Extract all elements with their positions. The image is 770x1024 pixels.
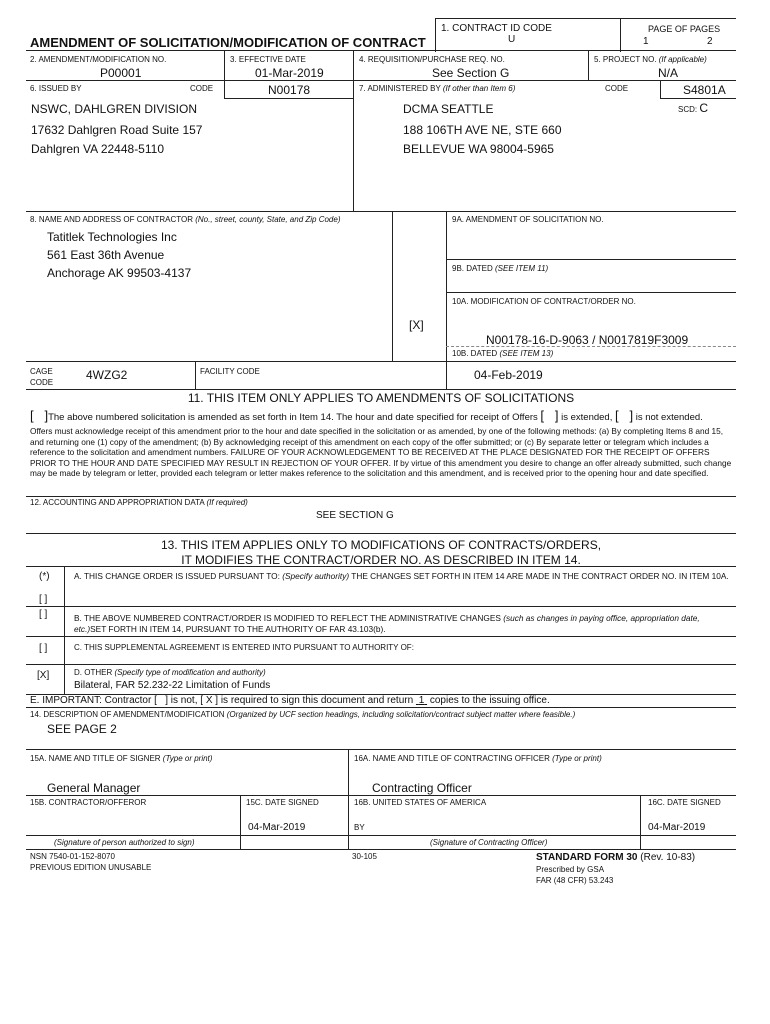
contracting-officer-label — [354, 754, 602, 763]
accounting-label — [30, 498, 248, 507]
item11-not-extended-checkbox[interactable]: [ ] — [615, 408, 634, 423]
rule — [240, 795, 241, 849]
facility-code-label: FACILITY CODE — [200, 367, 260, 376]
requisition-label: 4. REQUISITION/PURCHASE REQ. NO. — [359, 55, 505, 64]
scd-label-text: SCD: — [678, 105, 698, 114]
issuer-line: Dahlgren VA 22448-5110 — [31, 142, 164, 156]
rule — [353, 50, 354, 212]
scd-value: C — [699, 101, 709, 115]
contracting-officer-label-text: 16A. NAME AND TITLE OF CONTRACTING OFFICER — [354, 754, 550, 763]
rule — [26, 533, 736, 534]
accounting-value: SEE SECTION G — [316, 510, 394, 521]
rule — [446, 346, 736, 347]
contractor-label-text: 8. NAME AND ADDRESS OF CONTRACTOR — [30, 215, 193, 224]
rule — [435, 18, 436, 52]
standard-form-rev: (Rev. 10-83) — [640, 852, 696, 863]
item11-heading: 11. THIS ITEM ONLY APPLIES TO AMENDMENTS OF SOLICITATIONS — [187, 391, 575, 405]
item13d-text-main: D. OTHER — [74, 668, 113, 677]
mod-contract-label: 10A. MODIFICATION OF CONTRACT/ORDER NO. — [452, 297, 636, 306]
rule — [26, 749, 736, 750]
prescribed-by: Prescribed by GSA — [536, 865, 605, 874]
item13-heading-2: IT MODIFIES THE CONTRACT/ORDER NO. AS DESCRIBED IN ITEM 14. — [181, 553, 581, 567]
item13b-checkbox[interactable]: [ ] — [39, 609, 48, 620]
item13c-checkbox[interactable]: [ ] — [39, 643, 48, 654]
cage-label: CAGE — [30, 367, 53, 376]
admin-code-value: S4801A — [683, 83, 726, 97]
description-label-text: 14. DESCRIPTION OF AMENDMENT/MODIFICATION — [30, 710, 225, 719]
issuer-code-label: CODE — [190, 84, 214, 93]
page-number: 1 — [643, 36, 649, 47]
item13d-checkbox[interactable]: [X] — [37, 670, 50, 681]
administered-by-label — [359, 84, 515, 93]
rule — [588, 50, 589, 80]
item13d-text — [74, 668, 266, 677]
nsn: NSN 7540-01-152-8070 — [30, 852, 115, 861]
rule — [660, 80, 661, 98]
project-no-label — [594, 55, 707, 64]
dated-10b-label-text: 10B. DATED — [452, 349, 498, 358]
admin-code-label: CODE — [605, 84, 629, 93]
rule — [26, 361, 736, 362]
item13-heading-1: 13. THIS ITEM APPLIES ONLY TO MODIFICATIONS OF CONTRACTS/ORDERS, — [160, 538, 602, 552]
officer-date-label: 16C. DATE SIGNED — [648, 798, 721, 807]
amendment-no-value: P00001 — [100, 66, 142, 80]
item13b-text-main: B. THE ABOVE NUMBERED CONTRACT/ORDER IS MODIFIED TO REFLECT THE ADMINISTRATIVE CHANGES — [74, 613, 501, 623]
top-rule — [435, 18, 736, 19]
issuer-line: 17632 Dahlgren Road Suite 157 — [31, 123, 203, 137]
admin-line: DCMA SEATTLE — [403, 102, 494, 116]
standard-form — [536, 852, 695, 863]
contract-id-label: 1. CONTRACT ID CODE — [441, 23, 552, 34]
contractor-date-value: 04-Mar-2019 — [248, 822, 306, 833]
rule — [26, 664, 736, 665]
item13a-text — [74, 571, 734, 582]
amend-solicitation-label: 9A. AMENDMENT OF SOLICITATION NO. — [452, 215, 604, 224]
contractor-label — [30, 215, 341, 224]
signer-label-text: 15A. NAME AND TITLE OF SIGNER — [30, 754, 161, 763]
rule — [195, 361, 196, 389]
item13d-note: (Specify type of modification and authority) — [114, 668, 266, 677]
page-label: PAGE OF PAGES — [648, 24, 721, 34]
item13a-mark: (*) — [39, 571, 50, 582]
requisition-value: See Section G — [432, 66, 510, 80]
standard-form-title: STANDARD FORM 30 — [536, 852, 638, 863]
rule — [26, 211, 736, 212]
rule — [26, 80, 736, 81]
officer-date-value: 04-Mar-2019 — [648, 822, 706, 833]
cage-code-value: 4WZG2 — [86, 368, 128, 382]
description-label — [30, 710, 575, 719]
issued-by-label: 6. ISSUED BY — [30, 84, 82, 93]
rule — [26, 606, 736, 607]
scd-label — [678, 101, 708, 115]
important-text-c: ] is required to sign this document and return — [215, 695, 414, 706]
form-title: AMENDMENT OF SOLICITATION/MODIFICATION OF CONTRACT — [30, 35, 426, 50]
contractor-line: Anchorage AK 99503-4137 — [47, 266, 192, 280]
item13a-checkbox[interactable]: [ ] — [39, 594, 48, 605]
rule — [660, 98, 736, 99]
form-code: 30-105 — [352, 852, 377, 861]
item13a-text-2: THE CHANGES SET FORTH IN ITEM 14 ARE MADE IN THE CONTRACT ORDER NO. IN ITEM 10A. — [351, 571, 729, 581]
admin-line: 188 106TH AVE NE, STE 660 — [403, 123, 562, 137]
item13d-value: Bilateral, FAR 52.232-22 Limitation of Funds — [74, 680, 271, 691]
contracting-officer-note: (Type or print) — [552, 754, 602, 763]
contract-id-value: U — [508, 34, 516, 45]
issuer-code-value: N00178 — [268, 83, 311, 97]
rule — [620, 18, 621, 52]
accounting-label-text: 12. ACCOUNTING AND APPROPRIATION DATA — [30, 498, 205, 507]
item11-line — [30, 408, 703, 423]
contractor-date-label: 15C. DATE SIGNED — [246, 798, 319, 807]
far-reference: FAR (48 CFR) 53.243 — [536, 876, 614, 885]
signer-signature-note: (Signature of person authorized to sign) — [54, 838, 195, 847]
item13b-note: (such as changes in paying office, appropriation date, etc.) — [74, 613, 700, 634]
total-pages: 2 — [707, 36, 713, 47]
dated-10b-note: (SEE ITEM 13) — [499, 349, 554, 358]
amendment-no-label: 2. AMENDMENT/MODIFICATION NO. — [30, 55, 167, 64]
rule — [26, 389, 736, 390]
previous-edition: PREVIOUS EDITION UNUSABLE — [30, 863, 152, 872]
rule — [640, 795, 641, 849]
important-required-mark[interactable]: X — [205, 695, 213, 706]
dated-9b-label — [452, 264, 548, 273]
accounting-note: (If required) — [206, 498, 248, 507]
description-value: SEE PAGE 2 — [47, 722, 117, 736]
dated-9b-note: (SEE ITEM 11) — [494, 264, 549, 273]
mod-contract-checkbox[interactable]: [X] — [409, 318, 424, 332]
rule — [26, 636, 736, 637]
important-text-b: ] is not, [ — [165, 695, 204, 706]
important-text-a: E. IMPORTANT: Contractor [ — [30, 695, 157, 706]
mod-contract-value: N00178-16-D-9063 / N0017819F3009 — [486, 333, 689, 347]
contractor-line: Tatitlek Technologies Inc — [47, 230, 177, 244]
administered-by-note: (If other than Item 6) — [442, 84, 516, 93]
effective-date-label: 3. EFFECTIVE DATE — [230, 55, 306, 64]
issuer-line: NSWC, DAHLGREN DIVISION — [31, 102, 198, 116]
effective-date-value: 01-Mar-2019 — [255, 66, 324, 80]
rule — [348, 749, 349, 849]
rule — [26, 50, 736, 51]
important-text-d: copies to the issuing office. — [429, 695, 550, 706]
item13a-text-main: A. THIS CHANGE ORDER IS ISSUED PURSUANT TO: — [74, 571, 280, 581]
item13b-text — [74, 613, 734, 634]
dated-10b-value: 04-Feb-2019 — [474, 368, 543, 382]
signer-note: (Type or print) — [162, 754, 213, 763]
signer-value: General Manager — [47, 781, 141, 795]
dated-10b-label — [452, 349, 553, 358]
admin-line: BELLEVUE WA 98004-5965 — [403, 142, 554, 156]
contractor-label-note: (No., street, county, State, and Zip Code) — [195, 215, 341, 224]
important-copies: 1 — [418, 695, 425, 706]
signer-label — [30, 754, 212, 763]
project-no-note: (If applicable) — [658, 55, 707, 64]
item11-checkbox[interactable]: [ ] — [30, 408, 49, 423]
item11-text-c: is not extended. — [635, 412, 703, 423]
item13c-text: C. THIS SUPPLEMENTAL AGREEMENT IS ENTERED INTO PURSUANT TO AUTHORITY OF: — [74, 643, 414, 652]
rule — [446, 259, 736, 260]
project-no-label-text: 5. PROJECT NO. — [594, 55, 657, 64]
rule — [26, 707, 736, 708]
rule — [224, 50, 225, 98]
item11-text-a: The above numbered solicitation is amended as set forth in Item 14. The hour and date specified for receipt of Offers — [48, 412, 538, 423]
rule — [26, 795, 736, 796]
item11-extended-checkbox[interactable]: [ ] — [540, 408, 559, 423]
rule — [224, 98, 353, 99]
description-note: (Organized by UCF section headings, including solicitation/contract subject matter where feasible.) — [226, 710, 576, 719]
cage-label-2: CODE — [30, 378, 54, 387]
item11-text-b: is extended, — [561, 412, 613, 423]
rule — [392, 211, 393, 361]
item11-paragraph: Offers must acknowledge receipt of this amendment prior to the hour and date specified in the solicitation or as amended, by one of the following methods: (a) By completing Items 8 and 15, and returning one (1) copy of the amendment; (b) By acknowledging receipt of this amendment on each copy of the offer submitted; or (c) By separate letter or telegram which includes a reference to the solicitation and amendment numbers. FAILURE OF YOUR ACKNOWLEDGEMENT TO BE RECEIVED AT THE PLACE DESIGNATED FOR THE RECEIPT OF OFFERS PRIOR TO THE HOUR AND DATE SPECIFIED MAY RESULT IN REJECTION OF YOUR OFFER. If by virtue of this amendment you desire to change an offer already submitted, such change may be made by telegram or letter, provided each telegram or letter makes reference to the solicitation and this amendment, and is received prior to the opening hour and date specified. — [30, 426, 732, 478]
usa-label: 16B. UNITED STATES OF AMERICA — [354, 798, 487, 807]
officer-signature-note: (Signature of Contracting Officer) — [430, 838, 548, 847]
important-line — [30, 695, 550, 706]
rule — [26, 849, 736, 850]
project-no-value: N/A — [658, 66, 679, 80]
item13a-note: (Specify authority) — [282, 571, 350, 581]
dated-9b-label-text: 9B. DATED — [452, 264, 493, 273]
contractor-line: 561 East 36th Avenue — [47, 248, 165, 262]
rule — [26, 835, 736, 836]
rule — [446, 292, 736, 293]
contractor-signature-label: 15B. CONTRACTOR/OFFEROR — [30, 798, 147, 807]
administered-by-label-text: 7. ADMINISTERED BY — [359, 84, 441, 93]
rule — [26, 496, 736, 497]
contracting-officer-value: Contracting Officer — [372, 781, 472, 795]
item13b-text-2: SET FORTH IN ITEM 14, PURSUANT TO THE AUTHORITY OF FAR 43.103(b). — [90, 623, 386, 634]
rule — [64, 566, 65, 694]
rule — [446, 211, 447, 389]
by-label: BY — [354, 823, 365, 832]
